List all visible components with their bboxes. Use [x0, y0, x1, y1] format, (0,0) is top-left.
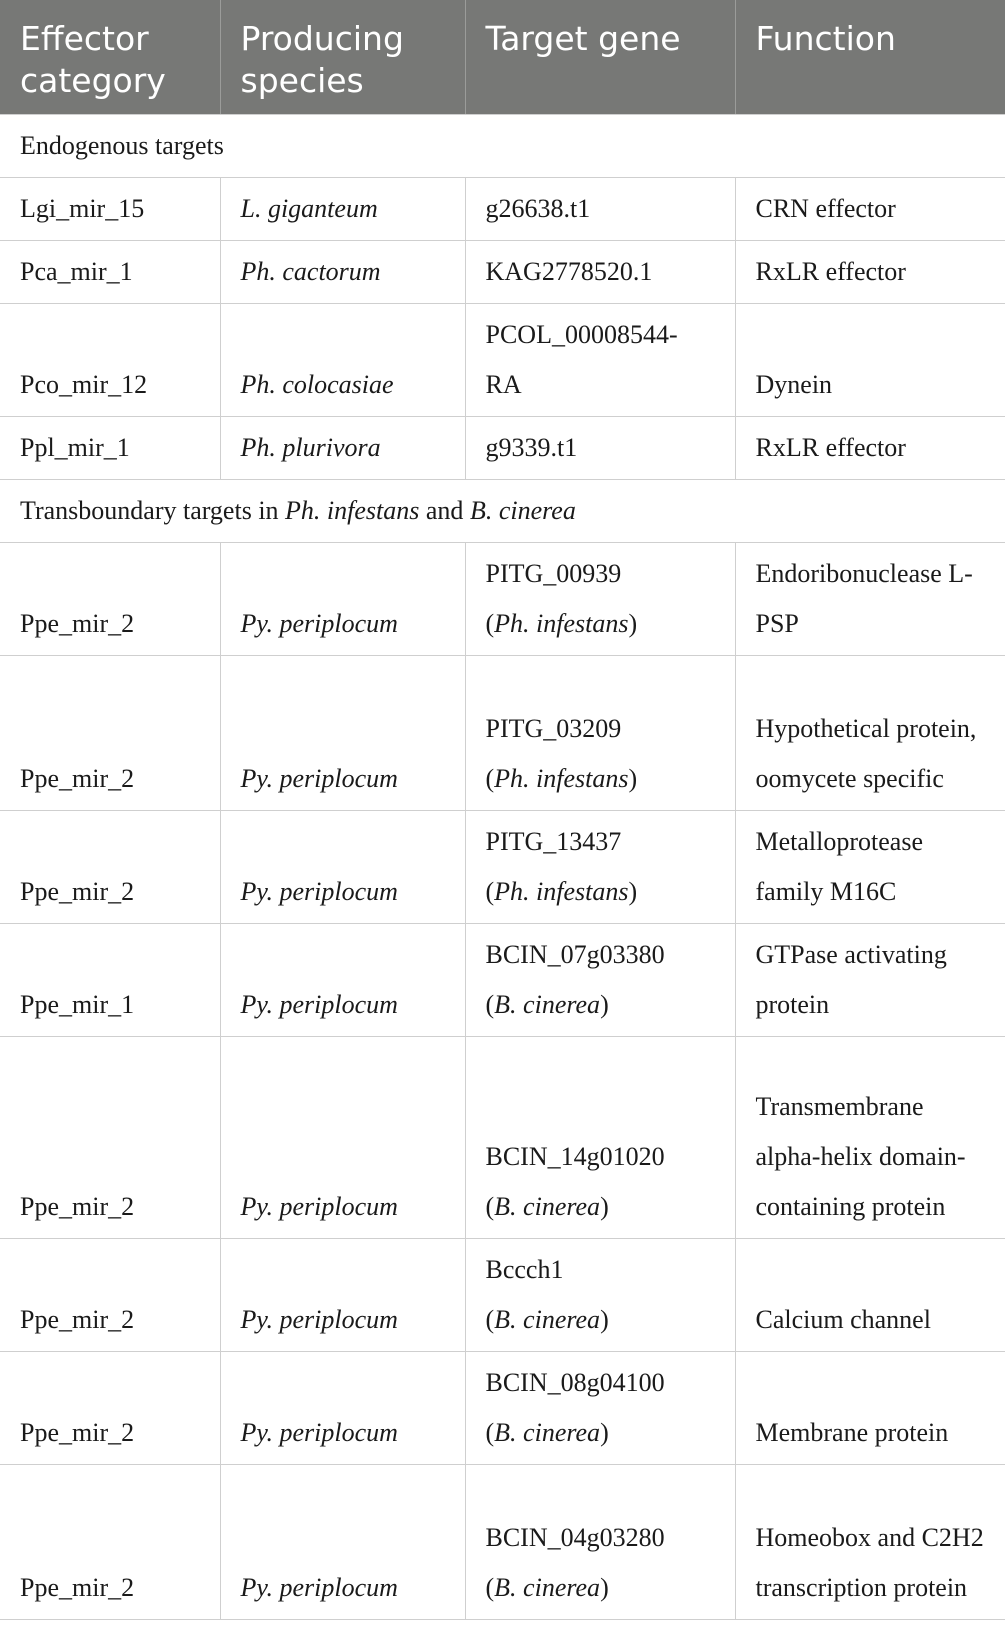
header-function: Function [735, 0, 1005, 115]
target-gene-cell [465, 924, 735, 1037]
target-gene-cell [465, 241, 735, 304]
table-row [0, 178, 1005, 241]
species-cell [220, 1352, 465, 1465]
function-cell: Calcium channel [735, 1239, 1005, 1352]
species-name: L. giganteum [240, 194, 378, 223]
effector-cell: Pca_mir_1 [0, 241, 220, 304]
gene-id: PCOL_00008544- [485, 320, 678, 349]
table-row [0, 1465, 1005, 1620]
effector-cell: Ppe_mir_2 [0, 1465, 220, 1620]
gene-id: KAG2778520.1 [485, 257, 653, 286]
section-label-text: and [419, 496, 470, 525]
target-gene-cell [465, 811, 735, 924]
gene-id: PITG_00939 [485, 559, 622, 588]
function-cell: Hypothetical protein, oomycete specific [735, 656, 1005, 811]
species-cell [220, 417, 465, 480]
species-cell [220, 543, 465, 656]
species-cell [220, 178, 465, 241]
section-row-transboundary [0, 480, 1005, 543]
function-cell: Dynein [735, 304, 1005, 417]
host-species: B. cinerea [494, 990, 601, 1019]
species-name: Py. periplocum [240, 609, 398, 638]
species-cell [220, 304, 465, 417]
function-cell: Homeobox and C2H2 transcription protein [735, 1465, 1005, 1620]
host-species: Ph. infestans [494, 877, 629, 906]
section-label-species: Ph. infestans [285, 496, 420, 525]
table-row [0, 543, 1005, 656]
table-row [0, 417, 1005, 480]
gene-id: PITG_13437 [485, 827, 622, 856]
species-cell [220, 1465, 465, 1620]
species-name: Py. periplocum [240, 764, 398, 793]
function-cell: CRN effector [735, 178, 1005, 241]
species-cell [220, 924, 465, 1037]
gene-host: (B. cinerea) [485, 1418, 609, 1447]
target-gene-cell [465, 656, 735, 811]
header-producing-species: Producing species [220, 0, 465, 115]
function-cell: Metalloprotease family M16C [735, 811, 1005, 924]
effector-cell: Ppe_mir_2 [0, 656, 220, 811]
gene-host: (B. cinerea) [485, 1305, 609, 1334]
header-effector-category: Effector category [0, 0, 220, 115]
function-cell: Endoribonuclease L-PSP [735, 543, 1005, 656]
target-gene-cell [465, 1465, 735, 1620]
species-name: Py. periplocum [240, 990, 398, 1019]
target-gene-cell [465, 178, 735, 241]
effector-cell: Ppl_mir_1 [0, 417, 220, 480]
host-species: B. cinerea [494, 1305, 601, 1334]
table-row [0, 304, 1005, 417]
table-header [0, 0, 1005, 115]
effector-cell: Ppe_mir_1 [0, 924, 220, 1037]
function-cell: Membrane protein [735, 1352, 1005, 1465]
function-cell: RxLR effector [735, 241, 1005, 304]
gene-id: BCIN_04g03280 [485, 1523, 665, 1552]
target-gene-cell [465, 543, 735, 656]
function-cell: GTPase activating protein [735, 924, 1005, 1037]
function-cell: RxLR effector [735, 417, 1005, 480]
effector-cell: Lgi_mir_15 [0, 178, 220, 241]
table-row [0, 924, 1005, 1037]
host-species: B. cinerea [494, 1573, 601, 1602]
target-gene-cell [465, 1352, 735, 1465]
gene-id: BCIN_14g01020 [485, 1142, 665, 1171]
species-name: Py. periplocum [240, 1418, 398, 1447]
gene-id: Bccch1 [485, 1255, 564, 1284]
table-body [0, 115, 1005, 1620]
effector-cell: Ppe_mir_2 [0, 1352, 220, 1465]
target-gene-cell [465, 1037, 735, 1239]
gene-id: BCIN_07g03380 [485, 940, 665, 969]
species-name: Py. periplocum [240, 1192, 398, 1221]
section-label: Endogenous targets [0, 115, 1005, 178]
gene-host: (Ph. infestans) [485, 609, 638, 638]
species-name: Py. periplocum [240, 1305, 398, 1334]
section-label-text: Transboundary targets in [20, 496, 286, 525]
gene-host: (B. cinerea) [485, 990, 609, 1019]
target-gene-cell [465, 417, 735, 480]
header-target-gene: Target gene [465, 0, 735, 115]
species-name: Ph. cactorum [240, 257, 381, 286]
table-row [0, 1037, 1005, 1239]
species-cell [220, 656, 465, 811]
table-row [0, 656, 1005, 811]
target-gene-cell [465, 304, 735, 417]
table-row [0, 1239, 1005, 1352]
species-name: Py. periplocum [240, 877, 398, 906]
gene-host: (Ph. infestans) [485, 764, 638, 793]
target-gene-cell [465, 1239, 735, 1352]
gene-id: PITG_03209 [485, 714, 622, 743]
effector-cell: Pco_mir_12 [0, 304, 220, 417]
effector-cell: Ppe_mir_2 [0, 811, 220, 924]
host-species: B. cinerea [494, 1192, 601, 1221]
section-label [0, 480, 1005, 543]
gene-id-suffix: RA [485, 370, 522, 399]
species-name: Py. periplocum [240, 1573, 398, 1602]
species-cell [220, 811, 465, 924]
species-name: Ph. plurivora [240, 433, 381, 462]
header-row [0, 0, 1005, 115]
table-row [0, 811, 1005, 924]
species-name: Ph. colocasiae [240, 370, 394, 399]
table-row [0, 1352, 1005, 1465]
gene-id: BCIN_08g04100 [485, 1368, 665, 1397]
gene-host: (B. cinerea) [485, 1192, 609, 1221]
species-cell [220, 1037, 465, 1239]
table-row [0, 241, 1005, 304]
section-label-species: B. cinerea [469, 496, 576, 525]
gene-host: (B. cinerea) [485, 1573, 609, 1602]
function-cell: Transmembrane alpha-helix domain-containing protein [735, 1037, 1005, 1239]
section-row-endogenous [0, 115, 1005, 178]
host-species: Ph. infestans [494, 609, 629, 638]
host-species: B. cinerea [494, 1418, 601, 1447]
gene-id: g26638.t1 [485, 194, 591, 223]
effector-cell: Ppe_mir_2 [0, 1037, 220, 1239]
species-cell [220, 241, 465, 304]
effector-cell: Ppe_mir_2 [0, 543, 220, 656]
species-cell [220, 1239, 465, 1352]
gene-host: (Ph. infestans) [485, 877, 638, 906]
gene-id: g9339.t1 [485, 433, 578, 462]
host-species: Ph. infestans [494, 764, 629, 793]
effector-cell: Ppe_mir_2 [0, 1239, 220, 1352]
